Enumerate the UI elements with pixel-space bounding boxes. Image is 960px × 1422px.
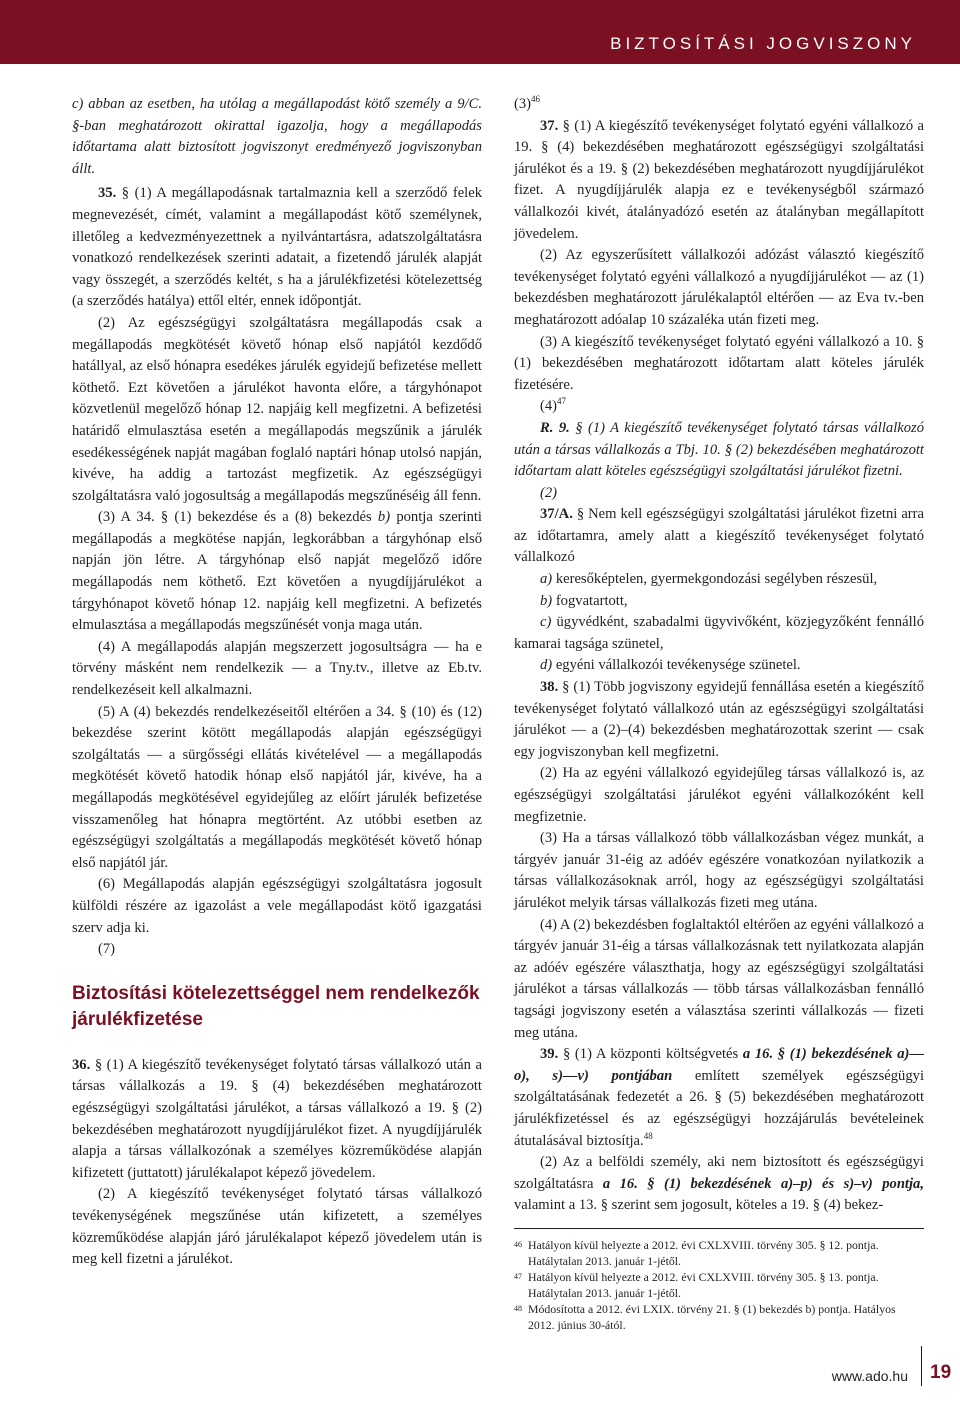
right-column <box>514 94 924 1217</box>
section-35-p3-c: pontja szerinti megállapodás a megkötése napján, legkorábban a tárgyhónap első napján jön létre. A tárgyhónap első napját megelőző időre megállapodás nem köthető. Ezt követően a nyugdíjjárulékot a tárgyhónapot követő hónap 12. napjáig kell megfizetni. A befizetés elmulasztása a megállapodás megszűnését vonja maga után. <box>72 509 482 634</box>
section-35-p7: (7) <box>98 941 116 958</box>
section-38-p1-text: § (1) Több jogviszony egyidejű fennállása esetén a kiegészítő tevékenységet folytató vállalkozó után az egészségügyi szolgáltatási járulékot — a (2)–(4) bekezdésben meghatározottak szerint — csak egy jogviszonyban kell megfizetni. <box>514 679 924 760</box>
section-39-number: 39. <box>540 1046 559 1063</box>
section-35-p1 <box>72 183 482 313</box>
list-item-b <box>514 591 924 613</box>
footnote-48-number: 48 <box>514 1304 522 1313</box>
running-header-title: BIZTOSÍTÁSI JOGVISZONY <box>610 34 916 53</box>
section-39-p1-a: § (1) A központi költségvetés <box>558 1046 743 1063</box>
footnote-48 <box>514 1301 924 1333</box>
section-38-number: 38. <box>540 679 559 696</box>
r9-paragraph-2: (2) <box>540 484 558 501</box>
section-36-p1-text: § (1) A kiegészítő tevékenységet folytató társas vállalkozó után a társas vállalkozás a 19. § (4) bekezdésében meghatározott egészségügyi szolgáltatási járulékot, a társas vállalkozó a 19. § (2) bekezdésében meghatározott nyugdíjjárulékot fizet. A nyugdíjjárulék alapja a társas vállalkozónak a személyes közreműködése alapján kifizetett (juttatott) járulékalapot képező jövedelem. <box>72 1056 482 1181</box>
section-37-p1-text: § (1) A kiegészítő tevékenységet folytató egyéni vállalkozó a 19. § (4) bekezdésében meghatározott egészségügyi szolgáltatási járulékot és a 19. § (2) bekezdésében meghatározott nyugdíjjárulékot fizet. A nyugdíjjárulék alapja ez e tevékenységből származó vállalkozói kivét, átalányadózó esetén az átalányban megállapított jövedelem. <box>514 117 924 242</box>
footnote-ref-46: 46 <box>531 94 541 105</box>
list-item-c-label: c) <box>540 614 552 631</box>
footer-separator <box>921 1346 922 1386</box>
left-column <box>72 94 482 1271</box>
footnote-47-text: Hatályon kívül helyezte a 2012. évi CXLXVIII. törvény 305. § 13. pontja. Hatálytalan 2013. január 1-jétől. <box>528 1270 879 1300</box>
footnote-ref-47: 47 <box>557 396 567 407</box>
list-item-a-label: a) <box>540 571 553 588</box>
section-39-p2-b: a 16. § (1) bekezdésének a)–p) és s)–v) pontja, <box>602 1175 924 1192</box>
footnote-46 <box>514 1237 924 1269</box>
list-item-c-text: ügyvédként, szabadalmi ügyvivőként, közjegyzőként fennálló kamarai tagsága szünetel, <box>514 614 924 652</box>
footnote-46-number: 46 <box>514 1240 522 1249</box>
section-37a-p1-text: § Nem kell egészségügyi szolgáltatási járulékot fizetni arra az időtartamra, amely alatt a kiegészítő tevékenységet folytató vállalkozó <box>514 506 924 566</box>
section-35-p2: (2) Az egészségügyi szolgáltatásra megállapodás csak a megállapodás megkötését követő hónap első napjától kezdődő hatállyal, az első hónapra esedékes járulék egyidejű befizetése mellett köthető. Ezt követően a járulékot havonta előre, a tárgyhónapot közvetlenül megelőző hónap 12. napjáig kell megfizetni. A befizetési határidő elmulasztása esetén a megállapodás megszűnik a járulék esedékességének napját magában foglaló naptári hónap utolsó napján, kivéve, ha addig a tartozást megfizetik. Az egészségügyi szolgáltatásra való jogosultság a megállapodás megszűnéséig áll fenn. <box>72 314 482 504</box>
section-35-p6: (6) Megállapodás alapján egészségügyi szolgáltatásra jogosult külföldi részére az igazolást a vele megállapodást kötő igazgatási szerv adja ki. <box>72 876 482 936</box>
section-37a-p1 <box>514 504 924 569</box>
paragraph-c: c) abban az esetben, ha utólag a megállapodást kötő személy a 9/C. §-ban meghatározott okirattal igazolja, hogy a megállapodás időtartama alatt biztosított jogviszonyt eredményező jogviszonyban állt. <box>72 96 482 177</box>
paragraph-4-label: (4) <box>540 398 558 415</box>
section-35-p3-b: b) <box>377 509 391 526</box>
paragraph-3-label: (3) <box>514 96 532 112</box>
footnote-47-number: 47 <box>514 1272 522 1281</box>
section-heading: Biztosítási kötelezettséggel nem rendelkezők járulékfizetése <box>72 982 480 1030</box>
footnote-46-text: Hatályon kívül helyezte a 2012. évi CXLXVIII. törvény 305. § 12. pontja. Hatálytalan 2013. január 1-jétől. <box>528 1238 879 1268</box>
header-bar <box>0 0 960 64</box>
section-38-p3: (3) Ha a társas vállalkozó több vállalkozásban végez munkát, a tárgyév január 31-éig az adóév egészére vonatkozóan nyilatkozik a társas vállalkozásoknak arról, hogy az egészségügyi szolgáltatási járulékot melyik társas vállalkozás fizeti meg utána. <box>514 830 924 911</box>
paragraph-4-repealed <box>514 396 924 418</box>
footnotes <box>514 1228 924 1333</box>
section-35-p1-text: § (1) A megállapodásnak tartalmaznia kell a szerződő felek megnevezését, címét, valamint a megállapodást kötő személynek, illetőleg a kedvezményezettnek a nyilvántartásra, adatszolgáltatásra vonatkozó rendelkezések szerinti adatait, a fizetendő járulék alapját vagy összegét, a szerződés keltét, s ha a járulékfizetési kötelezettség (a szerződés hatálya) ettől eltér, ennek időpontját. <box>72 185 482 310</box>
section-37-p1 <box>514 116 924 246</box>
list-item-d <box>514 655 924 677</box>
list-item-b-text: fogvatartott, <box>552 592 628 609</box>
r9-paragraph <box>514 418 924 483</box>
section-39-p1-c: említett személyek egészségügyi szolgáltatásának fedezetét a 26. § (5) bekezdésében meghatározott járulékfizetéssel és az egészségügyi hozzájárulás bevételeinek átutalásával biztosítja. <box>514 1067 925 1149</box>
section-39-p2 <box>514 1152 924 1217</box>
section-37-number: 37. <box>540 117 559 134</box>
r9-number: R. 9. <box>540 419 570 436</box>
section-37a-number: 37/A. <box>540 506 573 523</box>
page-number: 19 <box>930 1362 952 1383</box>
section-39-p2-a: (2) Az a belföldi személy, aki nem biztosított és egészségügyi szolgáltatásra <box>514 1154 924 1192</box>
section-37-p2: (2) Az egyszerűsített vállalkozói adózást választó kiegészítő tevékenységet folytató egyéni vállalkozó a nyugdíjjárulékot — az (1) bekezdésben meghatározott járulékalaptól eltérően — az Eva tv.-ben meghatározott adóalap 10 százaléka után fizeti meg. <box>514 247 924 328</box>
footer-url: www.ado.hu <box>831 1368 908 1384</box>
section-37-p3: (3) A kiegészítő tevékenységet folytató egyéni vállalkozó a 10. § (1) bekezdésében meghatározott időtartam alatt köteles járulék fizetésére. <box>514 333 924 393</box>
section-36-p2: (2) A kiegészítő tevékenységet folytató társas vállalkozó tevékenységének megszűnése után kifizetett, a személyes közreműködése alapján járó járulékalapot képező jövedelem után is meg kell fizetni a járulékot. <box>72 1186 482 1268</box>
list-item-b-label: b) <box>540 592 553 609</box>
footnote-ref-48: 48 <box>643 1130 653 1141</box>
r9-text: § (1) A kiegészítő tevékenységet folytató társas vállalkozó után a társas vállalkozás a Tbj. 10. § (2) bekezdésében meghatározott időtartam alatt köteles egészségügyi szolgáltatási járulékot fizetni. <box>514 419 924 480</box>
list-item-a <box>514 569 924 591</box>
section-35-p3 <box>72 507 482 637</box>
section-35-p4: (4) A megállapodás alapján megszerzett jogosultságra — ha e törvény másként nem rendelkezik — a Tny.tv., illetve az Eb.tv. rendelkezéseit kell alkalmazni. <box>72 638 482 699</box>
section-39-p2-c: valamint a 13. § szerint sem jogosult, köteles a 19. § (4) bekez- <box>514 1197 884 1214</box>
section-36-number: 36. <box>72 1056 91 1073</box>
list-item-a-text: keresőképtelen, gyermekgondozási segélyben részesül, <box>552 571 878 588</box>
footnote-47 <box>514 1269 924 1301</box>
list-item-d-label: d) <box>540 657 553 674</box>
section-35-p5: (5) A (4) bekezdés rendelkezéseitől eltérően a 34. § (10) és (12) bekezdése szerint kötött megállapodás alapján egészségügyi szolgáltatás — a sürgősségi ellátás kivételével — a megállapodás megkötését követő hatodik hónap első napjától jár, kivéve, ha a megállapodás megkötésével egyidejűleg az előírt járulék befizetése visszamenőleg hat hónapra megtörtént. Az utóbbi esetben az egészségügyi szolgáltatás a megállapodás megkötését követő hónap első napjától jár. <box>72 703 482 871</box>
section-35-number: 35. <box>98 185 117 202</box>
section-39-p1 <box>514 1044 924 1152</box>
section-38-p1 <box>514 677 924 763</box>
section-38-p2: (2) Ha az egyéni vállalkozó egyidejűleg társas vállalkozó is, az egészségügyi szolgáltatási járulékot egyéni vállalkozóként kell megfizetnie. <box>514 765 924 825</box>
section-39-p1-b: a 16. § (1) bekezdésének a)—o), s)—v) pontjában <box>514 1046 924 1084</box>
section-36-p1 <box>72 1055 482 1185</box>
section-35-p3-a: (3) A 34. § (1) bekezdése és a (8) bekezdés <box>98 509 378 526</box>
footnote-48-text: Módosította a 2012. évi LXIX. törvény 21. § (1) bekezdés b) pontja. Hatályos 2012. június 30-ától. <box>528 1302 896 1332</box>
paragraph-3-repealed <box>514 94 924 116</box>
list-item-d-text: egyéni vállalkozói tevékenysége szünetel. <box>552 657 801 674</box>
section-38-p4: (4) A (2) bekezdésben foglaltaktól eltérően az egyéni vállalkozó a tárgyév január 31-éig a társas vállalkozásnak tett nyilatkozata alapján az adóév egészére választhatja, hogy az egészségügyi szolgáltatási járulékot a társas vállalkozás — több társas vállalkozásban fennálló tagsági jogviszony esetén a választása szerinti vállalkozás — fizeti meg utána. <box>514 916 924 1041</box>
list-item-c <box>514 612 924 655</box>
